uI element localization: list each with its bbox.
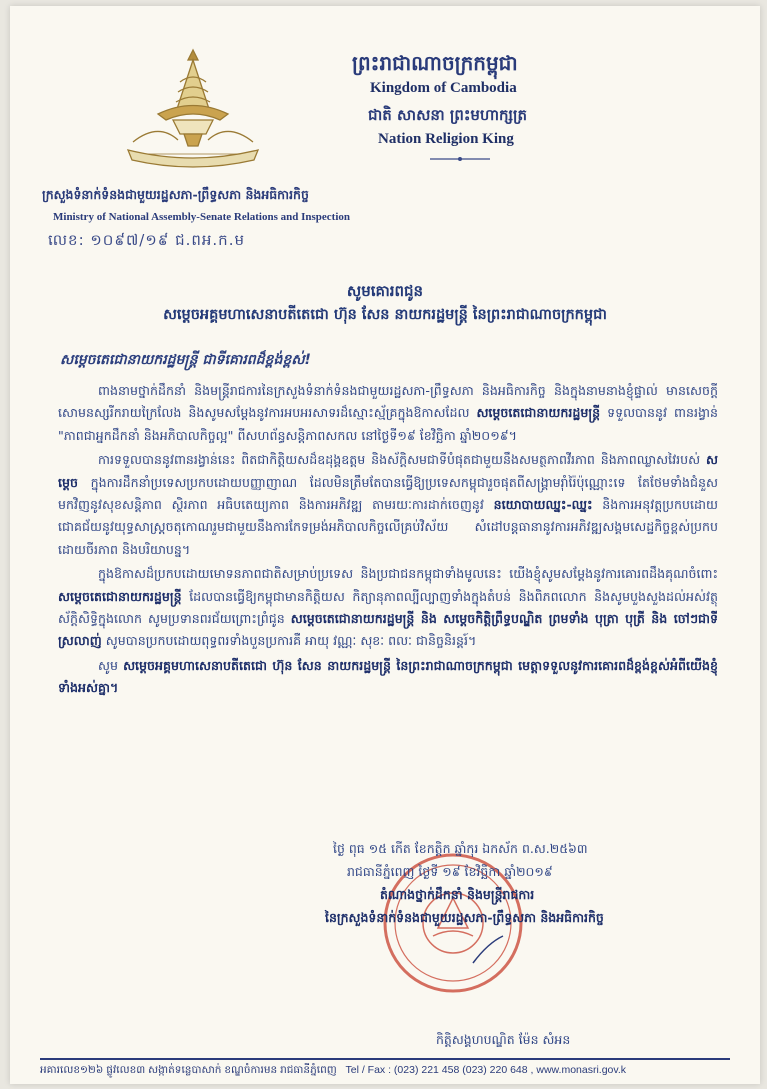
lunar-date: ថ្ងៃ ពុធ ១៥ កើត ខែកត្តិក ឆ្នាំកុរ ឯកស័ក ព.ស.២៥៦៣ [333, 841, 588, 856]
signer-name: កិត្តិសង្គហបណ្ឌិត ម៉ែន សំអន [436, 1032, 571, 1047]
footer-tel: Tel / Fax : (023) 221 458 (023) 220 648 , www.monasri.gov.k [345, 1064, 627, 1076]
letter-heading: សូមគោរពជូន [346, 282, 424, 300]
motto-en: Nation Religion King [378, 131, 514, 147]
paragraph-1: ពាងនាមថ្នាក់ដឹកនាំ និងមន្ត្រីរាជការនៃក្រសួងទំនាក់ទំនងជាមួយរដ្ឋសភា-ព្រឹទ្ធសភា និងអធិការកិច្ច និងក្នុងនាមនាងខ្ញុំផ្ទាល់ មានសេចក្តីសោមនស្សរីករាយក្រៃលែង និងសូមសម្តែងនូវការអបអរសាទរដ៏ស្មោះស្ម័គ្រក្នុងឱកាសដែល សម្តេចតេជោនាយករដ្ឋមន្ត្រី ទទួលបាននូវ ពានរង្វាន់ "ភាពជាអ្នកដឹកនាំ និងអភិបាលកិច្ចល្អ" ពីសហព័ន្ធសន្តិភាពសកល នៅថ្ងៃទី១៩ ខែវិច្ឆិកា ឆ្នាំ២០១៩។ [58, 383, 718, 443]
letter-page [10, 6, 760, 1084]
reference-number: លេខ: ១០៩៧/១៩ ជ.ពអ.ក.ម [48, 231, 245, 249]
signatory-title-1: តំណាងថ្នាក់ដឹកនាំ និងមន្ត្រីរាជការ [380, 887, 535, 902]
letter-body [58, 380, 718, 702]
kingdom-title-en: Kingdom of Cambodia [370, 80, 517, 96]
date-signature-block [325, 837, 725, 929]
ministry-name-en: Ministry of National Assembly-Senate Relations and Inspection [53, 211, 351, 223]
salutation: សម្តេចតេជោនាយករដ្ឋមន្ត្រី ជាទីគោរពដ៏ខ្ពង់ខ្ពស់! [60, 352, 311, 368]
paragraph-3: ក្នុងឱកាសដ៏ប្រកបដោយមោទនភាពជាតិសម្រាប់ប្រទេស និងប្រជាជនកម្ពុជាទាំងមូលនេះ យើងខ្ញុំសូមសម្តែងនូវការគោរពដឹងគុណចំពោះ សម្តេចតេជោនាយករដ្ឋមន្ត្រី ដែលបានធ្វើឱ្យកម្ពុជាមានកិត្តិយស កិត្យានុភាពល្បីល្បាញទាំងក្នុងតំបន់ និងពិភពលោក និងសូមបួងសួងដល់អស់វត្ថុស័ក្តិសិទ្ធិក្នុងលោក សូមប្រទានពរជ័យព្រោះព្រំជូន សម្តេចតេជោនាយករដ្ឋមន្ត្រី និង សម្តេចកិត្តិព្រឹទ្ធបណ្ឌិត ព្រមទាំង បុត្រា បុត្រី និង ចៅៗជាទីស្រលាញ់ សូមបានប្រកបដោយពុទ្ធពរទាំងបួនប្រការគឺ អាយុ វណ្ណៈ សុខៈ ពលៈ ជានិច្ចនិរន្តរ៍។ [58, 566, 718, 649]
ministry-name-kh: ក្រសួងទំនាក់ទំនងជាមួយរដ្ឋសភា-ព្រឹទ្ធសភា និងអធិការកិច្ច [42, 187, 309, 202]
footer-divider [40, 1058, 730, 1060]
kingdom-title-kh: ព្រះរាជាណាចក្រកម្ពុជា [352, 51, 518, 75]
ministry-emblem-icon [118, 42, 268, 182]
signatory-title-2: នៃក្រសួងទំនាក់ទំនងជាមួយរដ្ឋសភា-ព្រឹទ្ធសភា និងអធិការកិច្ច [325, 910, 604, 925]
footer-address: អគារលេខ១២៦ ផ្លូវលេខ៣ សង្កាត់ទន្លេបាសាក់ ខណ្ឌចំការមន រាជធានីភ្នំពេញ [40, 1064, 337, 1076]
paragraph-2: ការទទួលបាននូវពានរង្វាន់នេះ ពិតជាកិត្តិយសដ៏ឧដុង្គឧត្តម និងស័ក្តិសមជាទីបំផុតជាមួយនឹងសមត្ថភាពវីរភាព និងភាពឈ្លាសវៃរបស់ សម្តេច ក្នុងការដឹកនាំប្រទេសប្រកបដោយបញ្ញាញាណ ដែលមិនត្រឹមតែបានធ្វើឱ្យប្រទេសកម្ពុជារួចផុតពីសង្គ្រាមរ៉ាំរ៉ៃប៉ុណ្ណោះទេ តែថែមទាំងជំនួសមកវិញនូវសុខសន្តិភាព ស្ថិរភាព អធិបតេយ្យភាព និងការអភិវឌ្ឍ តាមរយៈការដាក់ចេញនូវ នយោបាយឈ្នះ-ឈ្នះ និងការអនុវត្តប្រកបដោយជោគជ័យនូវយុទ្ធសាស្ត្រចតុកោណរួមជាមួយនឹងការកែទម្រង់អភិបាលកិច្ចលើគ្រប់វិស័យ សំដៅបន្តធានានូវការអភិវឌ្ឍសង្គមសេដ្ឋកិច្ចខ្ពស់ប្រកបដោយចីរភាព និងបរិយាបន្ន។ [58, 452, 718, 557]
letter-recipient: សម្តេចអគ្គមហាសេនាបតីតេជោ ហ៊ុន សែន នាយករដ្ឋមន្ត្រី នៃព្រះរាជាណាចក្រកម្ពុជា [163, 307, 607, 323]
solar-date: រាជធានីភ្នំពេញ ថ្ងៃទី ១៩ ខែវិច្ឆិកា ឆ្នាំ២០១៩ [347, 864, 553, 879]
paragraph-4: សូម សម្តេចអគ្គមហាសេនាបតីតេជោ ហ៊ុន សែន នាយករដ្ឋមន្ត្រី នៃព្រះរាជាណាចក្រកម្ពុជា មេត្តាទទួលនូវការគោរពដ៏ខ្ពង់ខ្ពស់អំពីយើងខ្ញុំទាំងអស់គ្នា។ [58, 657, 718, 696]
footer-contact [40, 1064, 740, 1079]
motto-kh: ជាតិ សាសនា ព្រះមហាក្សត្រ [368, 106, 527, 124]
ornament-divider-icon [430, 156, 490, 162]
